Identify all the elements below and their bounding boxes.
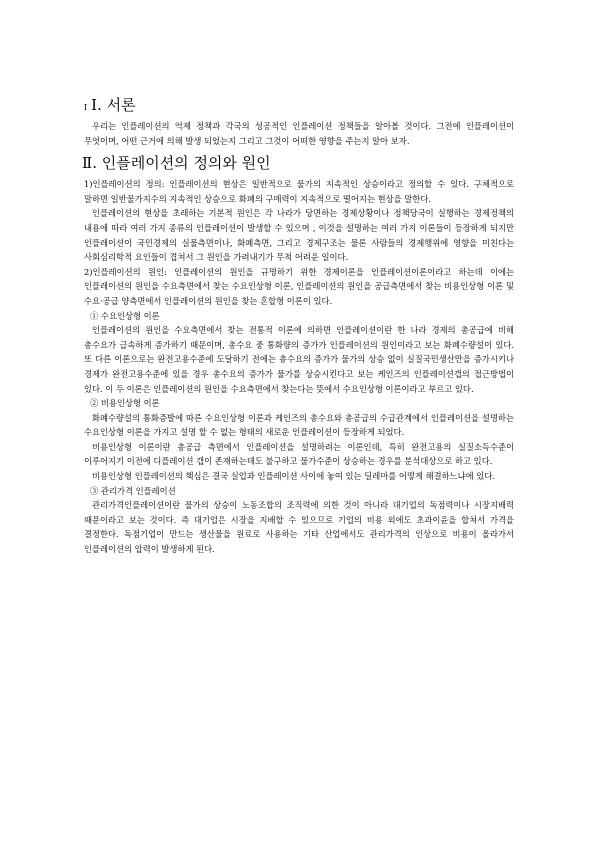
cost-push-paragraph-1: 화폐수량설의 통화증발에 따른 수요인상형 이론과 케인즈의 총수요와 총공급의 수급관계에서 인플레이션을 설명하는 수요인상형 이론을 가지고 설명 할 수 없는 형태의 새로운 인플레이션이 등장하게 되었다. xyxy=(84,412,514,438)
section-2-title: Ⅱ. 인플레이션의 정의와 원인 xyxy=(82,154,271,173)
cost-push-paragraph-2: 비용인상형 이론이란 총공급 측면에서 인플레이션을 설명하려는 이론인데, 특히 완전고용의 실질소득수준이 이루어지기 이전에 디플레이션 갭이 존재하는데도 불구하고 물가수준이 상승하는 경우를 분석대상으로 하고 있다. xyxy=(84,441,514,467)
cause-overview-paragraph: 인플레이션의 현상을 초래하는 기본적 원인은 각 나라가 당면하는 경제상황이나 정책당국이 실행하는 경제정책의 내용에 따라 여러 가지 종류의 인플레이션이 발생할 수 있으며 , 이것을 설명하는 여러 가지 이론들이 등장하게 되지만 인플레이션이 국민경제의 실물측면이나, 화폐측면, 그리고 경제구조는 물론 사람들의 경제행위에 영향을 미친다는 사회심리학적 요인들이 겹쳐서 그 원인을 가려내기가 무척 어려운 일이다. xyxy=(84,208,514,263)
demand-pull-paragraph: 인플레이션의 원인을 수요측면에서 찾는 전통적 이론에 의하면 인플레이션이란 한 나라 경제의 총공급에 비해 총수요가 급속하게 증가하기 때문이며, 총수요 중 통화량의 증가가 인플레이션의 원인이라고 보는 화폐수량설이 있다. 또 다른 이론으로는 완전고용수준에 도달하기 전에는 총수요의 증가가 물가의 상승 없이 실질국민생산만을 증가시키나 경제가 완전고용수준에 있을 경우 총수요의 증가가 물가를 상승시킨다고 보는 케인즈의 인플레이션갭의 접근방법이 있다. 이 두 이론은 인플레이션의 원인을 수요측면에서 찾는다는 뜻에서 수요인상형 이론이라고 부르고 있다. xyxy=(84,325,514,394)
administered-price-paragraph: 관리가격인플레이션이란 물가의 상승이 노동조합의 조직력에 의한 것이 아니라 대기업의 독점력이나 시장지배력 때문이라고 보는 것이다. 즉 대기업은 시장을 지배할 수 있으므로 기업의 비용 외에도 초과이윤을 합쳐서 가격을 결정한다. 독점기업이 만드는 생산물을 원료로 사용하는 기타 산업에서도 관리가격의 인상으로 비용이 올라가서 인플레이션의 압력이 발생하게 된다. xyxy=(84,500,514,555)
section-1-small-number: I xyxy=(84,103,88,112)
definition-paragraph: 1)인플레이션의 정의: 인플레이션의 현상은 일반적으로 물가의 지속적인 상승이라고 정의할 수 있다. 구체적으로 말하면 일반물가지수의 지속적인 상승으로 화폐의 구매력이 지속적으로 떨어지는 현상을 말한다. xyxy=(84,179,514,204)
section-1-heading xyxy=(84,94,514,115)
subheading-demand-pull: ① 수요인상형 이론 xyxy=(90,310,160,321)
section-1-title: Ⅰ. 서론 xyxy=(91,96,136,114)
cost-push-paragraph-3: 비용인상형 인플레이션의 핵심은 결국 실업과 인플레이션 사이에 놓여 있는 딜레마를 어떻게 해결하느냐에 있다. xyxy=(92,471,495,482)
subheading-cost-push: ② 비용인상형 이론 xyxy=(90,398,160,409)
document-body xyxy=(84,94,514,557)
subheading-administered-price: ③ 관리가격 인플레이션 xyxy=(90,485,176,496)
intro-paragraph: 우리는 인플레이션의 억제 정책과 각국의 성공적인 인플레이션 정책들을 알아볼 것이다. 그전에 인플레이션이 무엇이며, 어떤 근거에 의해 발생 되었는지 그리고 그것이 어떠한 영향을 주는지 알아 보자. xyxy=(84,121,514,146)
cause-theory-paragraph: 2)인플레이션의 원인: 인플레이션의 원인을 규명하기 위한 경제이론을 인플레이션이론이라고 하는데 이에는 인플레이션의 원인을 수요측면에서 찾는 수요인상형 이론, 인플레이션의 원인을 공급측면에서 찾는 비용인상형 이론 및 수요·공급 양측면에서 인플레이션의 원인을 찾는 혼합형 이론이 있다. xyxy=(84,266,514,306)
